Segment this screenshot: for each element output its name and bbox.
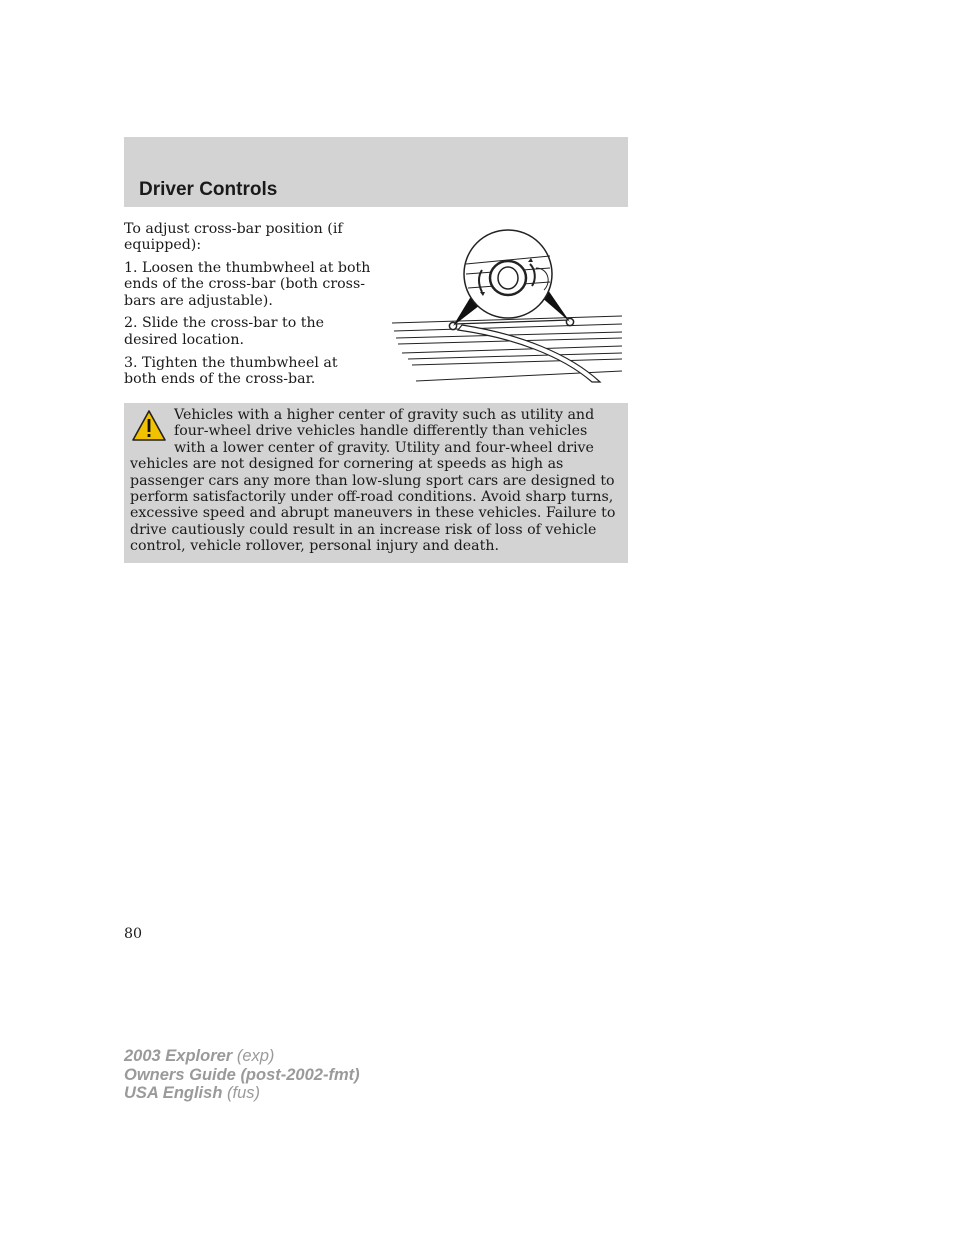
instruction-step: 2. Slide the cross-bar to the desired location. xyxy=(124,315,325,348)
section-header-band xyxy=(124,137,628,207)
section-title: Driver Controls xyxy=(139,179,278,200)
instructions-intro: To adjust cross-bar position (if equipped): xyxy=(124,221,343,254)
footer-line-3: USA English (fus) xyxy=(124,1084,260,1103)
instructions xyxy=(124,221,374,394)
page-number: 80 xyxy=(124,926,143,942)
warning-box xyxy=(124,403,628,563)
zoom-detail-circle xyxy=(464,230,552,318)
roof-rack-thumbwheel-diagram xyxy=(390,224,626,386)
footer-line-1: 2003 Explorer (exp) xyxy=(124,1047,275,1065)
cross-bar-illustration xyxy=(390,224,626,386)
footer-line-2: Owners Guide (post-2002-fmt) xyxy=(124,1065,360,1084)
warning-text: Vehicles with a higher center of gravity such as utility and four-wheel drive vehicles handle differently than vehicles with a lower center of gravity. Utility and four-wheel drive vehicles are not designed for cornering at speeds as high as passenger cars any more than low-slung sport cars are designed to perform satisfactorily under off-road conditions. Avoid sharp turns, excessive speed and abrupt maneuvers in these vehicles. Failure to drive cautiously could result in an increase risk of loss of vehicle control, vehicle rollover, personal injury and death. xyxy=(130,407,616,555)
footer xyxy=(124,1047,360,1103)
warning-triangle-icon xyxy=(131,409,167,443)
instruction-step: 1. Loosen the thumbwheel at both ends of the cross-bar (both cross-bars are adjustable). xyxy=(124,260,371,309)
instruction-step: 3. Tighten the thumbwheel at both ends of the cross-bar. xyxy=(124,354,338,387)
